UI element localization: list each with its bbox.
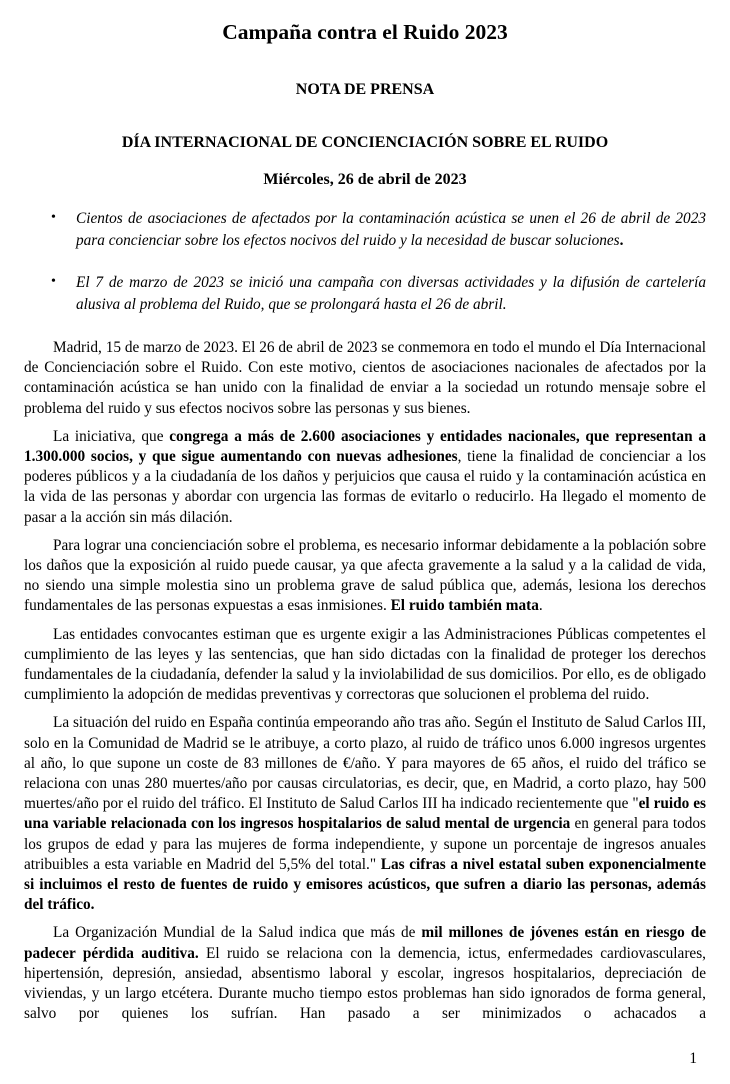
paragraph [24,625,706,706]
text-run: Las cifras a nivel estatal suben exponencialmente si incluimos el resto de fuentes de ruido y emisores acústicos, que sufren a diario las personas, además del tráfico. [24,855,706,914]
text-run: . [619,231,624,249]
date-heading: Miércoles, 26 de abril de 2023 [263,171,467,188]
bullet-icon: • [51,274,56,289]
list-item [24,208,706,251]
text-run: en general para todos los grupos de edad y para las mujeres de forma independiente, y supone un porcentaje de ingresos anuales atribuibles a esta variable en Madrid del 5,5% del total." [24,815,706,873]
text-run: La iniciativa, que [53,427,170,445]
bullet-icon: • [51,210,56,225]
text-run: La situación del ruido en España continúa empeorando año tras año. Según el Instituto de Salud Carlos III, solo en la Comunidad de Madrid se le atribuye, a corto plazo, al ruido de tráfico unos 6.000 ingresos urgentes al año, lo que supone un coste de 83 millones de €/año. Y para mayores de 65 años, el ruido del tráfico se relaciona con unas 280 muertes/año por causas circulatorias, es decir, que, en Madrid, a corto plazo, hay 500 muertes/año por el ruido del tráfico. El Instituto de Salud Carlos III ha indicado recientemente que " [24,714,706,813]
text-run: El 7 de marzo de 2023 se inició una campaña con diversas actividades y la difusión de cartelería alusiva al problema del Ruido, que se prolongará hasta el 26 de abril. [76,274,706,313]
summary-list [24,208,706,315]
text-run: Cientos de asociaciones de afectados por la contaminación acústica se unen el 26 de abril de 2023 para concienciar sobre los efectos nocivos del ruido y la necesidad de buscar soluciones [76,210,706,249]
list-item-text [76,274,706,313]
paragraph [24,713,706,915]
paragraph [24,427,706,528]
paragraph [24,923,706,1024]
text-run: La Organización Mundial de la Salud indica que más de [53,924,422,942]
list-item-text [76,210,706,249]
text-run: . [538,597,543,615]
text-run: Madrid, 15 de marzo de 2023. El 26 de abril de 2023 se conmemora en todo el mundo el Día Internacional de Concienciación sobre el Ruido. Con este motivo, cientos de asociaciones nacionales de afectados por la contaminación acústica se han unido con la finalidad de enviar a la sociedad un rotundo mensaje sobre el problema del ruido y sus efectos nocivos sobre las personas y sus bienes. [24,339,706,417]
paragraph [24,536,706,617]
press-release-heading: NOTA DE PRENSA [295,81,435,98]
paragraph [24,338,706,419]
page-number: 1 [689,1050,697,1067]
headline: DÍA INTERNACIONAL DE CONCIENCIACIÓN SOBRE EL RUIDO [121,134,609,151]
text-run: congrega a más de 2.600 asociaciones y entidades nacionales, que representan a 1.300.000 socios, y que sigue aumentando con nuevas adhesiones [24,427,706,466]
body-paragraphs [24,338,706,1025]
text-run: El ruido se relaciona con la demencia, ictus, enfermedades cardiovasculares, hipertensión, depresión, ansiedad, absentismo laboral y escolar, ingresos hospitalarios, depreciación de viviendas, y un largo etcétera. Durante mucho tiempo estos problemas han sido ignorados de forma general, salvo por quienes los sufrían. Han pasado a ser minimizados o achacados a [24,944,706,1023]
text-run: Para lograr una concienciación sobre el problema, es necesario informar debidamente a la población sobre los daños que la exposición al ruido puede causar, ya que afecta gravemente a la salud y a la calidad de vida, no siendo una simple molestia sino un problema grave de salud pública que, además, lesiona los derechos fundamentales de las personas expuestas a esas inmisiones. [24,536,706,615]
text-run: , tiene la finalidad de concienciar a los poderes públicos y a la ciudadanía de los daños y perjuicios que causa el ruido y la contaminación acústica en la vida de las personas y abordar con urgencia las formas de evitarlo o reducirlo. Ha llegado el momento de pasar a la acción sin más dilación. [24,448,706,526]
text-run: Las entidades convocantes estiman que es urgente exigir a las Administraciones Públicas competentes el cumplimiento de las leyes y las sentencias, que han sido dictadas con la finalidad de proteger los derechos fundamentales de la ciudadanía, defender la salud y la inviolabilidad de sus domicilios. Por ello, es de obligado cumplimiento la adopción de medidas preventivas y correctoras que solucionen el problema del ruido. [24,625,706,704]
text-run: el ruido es una variable relacionada con los ingresos hospitalarios de salud mental de urgencia [24,795,706,833]
text-run: El ruido también mata [390,597,539,615]
text-run: mil millones de jóvenes están en riesgo de padecer pérdida auditiva. [24,924,706,962]
list-item [24,272,706,315]
page-title: Campaña contra el Ruido 2023 [222,20,508,44]
